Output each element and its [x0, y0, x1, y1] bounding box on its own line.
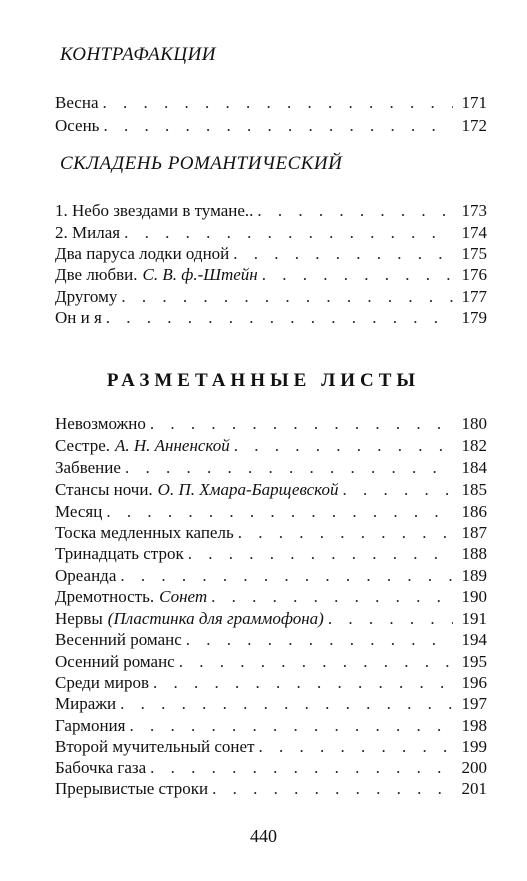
- entry-page: 197: [461, 694, 487, 713]
- toc-entry[interactable]: [55, 200, 487, 222]
- dot-leader: [238, 522, 453, 544]
- entry-title: Осенний романс: [55, 652, 175, 671]
- dot-leader: [211, 586, 453, 608]
- entry-page: 198: [461, 716, 487, 735]
- entry-title: Бабочка газа: [55, 758, 147, 777]
- toc-entry[interactable]: [55, 522, 487, 544]
- entry-title: Невозможно: [55, 414, 146, 433]
- dot-leader: [121, 286, 453, 308]
- entry-page: 174: [461, 223, 487, 242]
- dot-leader: [342, 479, 453, 501]
- dot-leader: [259, 736, 454, 758]
- entry-page: 201: [461, 779, 487, 798]
- entry-page: 171: [461, 93, 487, 112]
- dot-leader: [125, 457, 453, 479]
- toc-entry[interactable]: [55, 92, 487, 114]
- entry-title: Он и я: [55, 308, 102, 327]
- dot-leader: [257, 200, 453, 222]
- toc-entry[interactable]: [55, 457, 487, 479]
- toc-entry[interactable]: [55, 715, 487, 737]
- dot-leader: [212, 778, 453, 800]
- entry-title: Дремотность.: [55, 587, 155, 606]
- entry-page: 176: [461, 265, 487, 284]
- entry-title: 1. Небо звездами в тумане..: [55, 201, 254, 220]
- dot-leader: [150, 413, 453, 435]
- dot-leader: [120, 565, 453, 587]
- entry-page: 177: [461, 287, 487, 306]
- entry-page: 195: [461, 652, 487, 671]
- dot-leader: [153, 672, 453, 694]
- entry-page: 185: [461, 480, 487, 499]
- section-title-kontrafaktsii: КОНТРАФАКЦИИ: [60, 44, 217, 65]
- dot-leader: [150, 757, 453, 779]
- entry-author: С. В. ф.-Штейн: [142, 265, 258, 284]
- toc-entry[interactable]: [55, 435, 487, 457]
- toc-entry[interactable]: [55, 672, 487, 694]
- toc-entry[interactable]: [55, 778, 487, 800]
- toc-entry[interactable]: [55, 222, 487, 244]
- entry-title: Нервы: [55, 609, 103, 628]
- toc-entry[interactable]: [55, 543, 487, 565]
- toc-entry[interactable]: [55, 243, 487, 265]
- dot-leader: [103, 92, 454, 114]
- entry-title: Среди миров: [55, 673, 150, 692]
- dot-leader: [328, 608, 453, 630]
- entry-title: Ореанда: [55, 566, 117, 585]
- entry-page: 190: [461, 587, 487, 606]
- section-title-razmetannye-listy: РАЗМЕТАННЫЕ ЛИСТЫ: [106, 370, 421, 391]
- entry-title: 2. Милая: [55, 223, 121, 242]
- toc-entry[interactable]: [55, 501, 487, 523]
- dot-leader: [186, 629, 453, 651]
- entry-page: 180: [461, 414, 487, 433]
- entry-title: Другому: [55, 287, 118, 306]
- page-number: 440: [250, 826, 277, 846]
- entry-page: 175: [461, 244, 487, 263]
- entry-page: 179: [461, 308, 487, 327]
- entry-page: 188: [461, 544, 487, 563]
- entry-title: Осень: [55, 116, 100, 135]
- dot-leader: [233, 243, 453, 265]
- entry-title: Две любви.: [55, 265, 138, 284]
- dot-leader: [103, 115, 453, 137]
- toc-entry[interactable]: [55, 479, 487, 501]
- entry-page: 196: [461, 673, 487, 692]
- section-title-skladen: СКЛАДЕНЬ РОМАНТИЧЕСКИЙ: [60, 153, 343, 174]
- toc-entry[interactable]: [55, 586, 487, 608]
- entry-title: Прерывистые строки: [55, 779, 209, 798]
- entry-page: 194: [461, 630, 487, 649]
- entry-page: 187: [461, 523, 487, 542]
- entry-page: 200: [461, 758, 487, 777]
- dot-leader: [262, 264, 453, 286]
- dot-leader: [234, 435, 453, 457]
- entry-page: 184: [461, 458, 487, 477]
- entry-page: 199: [461, 737, 487, 756]
- toc-entry[interactable]: [55, 608, 487, 630]
- dot-leader: [120, 693, 453, 715]
- entry-title: Тринадцать строк: [55, 544, 184, 563]
- entry-page: 182: [461, 436, 487, 455]
- entry-title: Месяц: [55, 502, 103, 521]
- dot-leader: [124, 222, 453, 244]
- entry-title: Гармония: [55, 716, 126, 735]
- entry-title: Тоска медленных капель: [55, 523, 234, 542]
- toc-entry[interactable]: [55, 307, 487, 329]
- entry-page: 191: [461, 609, 487, 628]
- entry-page: 173: [461, 201, 487, 220]
- entry-title: Забвение: [55, 458, 121, 477]
- dot-leader: [106, 307, 453, 329]
- dot-leader: [129, 715, 453, 737]
- toc-entry[interactable]: [55, 651, 487, 673]
- entry-author: А. Н. Анненской: [115, 436, 230, 455]
- entry-author: (Пластинка для граммофона): [107, 609, 324, 628]
- toc-entry[interactable]: [55, 629, 487, 651]
- entry-title: Сестре.: [55, 436, 110, 455]
- toc-entry[interactable]: [55, 693, 487, 715]
- entry-page: 172: [461, 116, 487, 135]
- toc-entry[interactable]: [55, 736, 487, 758]
- entry-author: Сонет: [159, 587, 208, 606]
- entry-title: Весенний романс: [55, 630, 182, 649]
- entry-author: О. П. Хмара-Барщевской: [157, 480, 339, 499]
- entry-title: Стансы ночи.: [55, 480, 153, 499]
- entry-page: 186: [461, 502, 487, 521]
- dot-leader: [179, 651, 453, 673]
- entry-page: 189: [461, 566, 487, 585]
- toc-entry[interactable]: [55, 413, 487, 435]
- entry-title: Миражи: [55, 694, 117, 713]
- toc-entry[interactable]: [55, 264, 487, 286]
- entry-title: Весна: [55, 93, 99, 112]
- entry-title: Два паруса лодки одной: [55, 244, 230, 263]
- toc-entry[interactable]: [55, 115, 487, 137]
- entry-title: Второй мучительный сонет: [55, 737, 255, 756]
- toc-entry[interactable]: [55, 565, 487, 587]
- toc-entry[interactable]: [55, 286, 487, 308]
- dot-leader: [188, 543, 453, 565]
- toc-entry[interactable]: [55, 757, 487, 779]
- dot-leader: [106, 501, 453, 523]
